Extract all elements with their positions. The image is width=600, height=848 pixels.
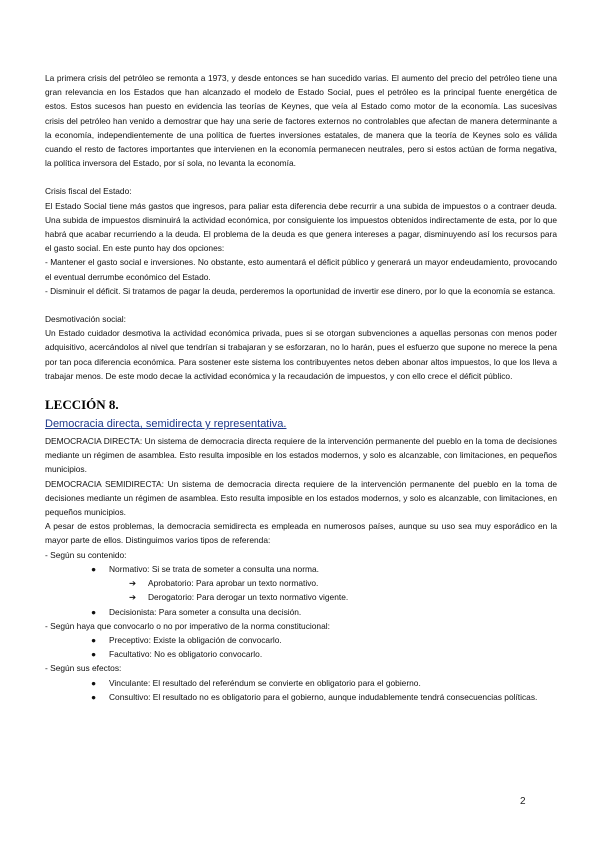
- list-item: [45, 576, 557, 590]
- by-effects-heading: - Según sus efectos:: [45, 663, 122, 674]
- list-item: [45, 647, 557, 661]
- bullet-icon: ●: [91, 563, 97, 574]
- social-demotivation-heading: Desmotivación social:: [45, 314, 126, 325]
- list-item: [45, 676, 557, 690]
- normativo-item: Normativo: Si se trata de someter a consulta una norma.: [109, 563, 319, 574]
- list-item: [45, 633, 557, 647]
- decisionista-item: Decisionista: Para someter a consulta una decisión.: [109, 606, 302, 617]
- fiscal-crisis-heading: Crisis fiscal del Estado:: [45, 186, 132, 197]
- lesson-label: LECCIÓN 8.: [45, 397, 119, 413]
- by-mandate-heading: - Según haya que convocarlo o no por imperativo de la norma constitucional:: [45, 620, 330, 631]
- page-content: [45, 71, 557, 704]
- fiscal-crisis-paragraph: El Estado Social tiene más gastos que ingresos, para paliar esta diferencia debe recurrir a una subida de impuestos o a contraer deuda. Una subida de impuestos disminuirá la actividad económica, por consiguiente los impuestos obtenidos indirectamente de esta, por lo que habrá que acabar recurriendo a la deuda. El problema de la deuda es que genera intereses a pagar, disminuyendo así los recursos para el gasto social. En este punto hay dos opciones:: [45, 200, 557, 254]
- fiscal-option-2: - Disminuir el déficit. Si tratamos de pagar la deuda, perderemos la oportunidad de invertir ese dinero, por lo que la economía se estanca.: [45, 285, 556, 296]
- list-item: [45, 690, 557, 704]
- referenda-intro-paragraph: A pesar de estos problemas, la democracia semidirecta es empleada en numerosos países, aunque su uso sea muy esporádico en la mayor parte de ellos. Distinguimos varios tipos de referenda:: [45, 521, 557, 546]
- intro-paragraph: La primera crisis del petróleo se remonta a 1973, y desde entonces se han sucedido varias. El aumento del precio del petróleo tiene una gran relevancia en los Estados que han alcanzado el modelo de Estado Social, pues el petróleo es la principal fuente energética de estos. Estos sucesos han puesto en evidencia las teorías de Keynes, que veía al Estado como motor de la economía. Las sucesivas crisis del petróleo han venido a demostrar que hay una serie de factores externos no controlables que afectan de manera determinante a la economía, independientemente de una política de fuertes inversiones estatales, de manera que la teoría de Keynes solo es válida cuando el resto de factores importantes que intervienen en la economía permanecen neutrales, pero si estos actúan de forma negativa, la política inversora del Estado, por sí sola, no levanta la economía.: [45, 73, 557, 169]
- bullet-icon: ●: [91, 606, 97, 617]
- arrow-icon: ➔: [129, 578, 137, 589]
- semidirect-democracy-paragraph: DEMOCRACIA SEMIDIRECTA: Un sistema de democracia directa requiere de la intervención permanente del pueblo en la toma de decisiones mediante un régimen de asamblea. Esto resulta imposible en los estados modernos, y solo es alcanzable, con limitaciones, en pequeños municipios.: [45, 478, 557, 518]
- facultativo-item: Facultativo: No es obligatorio convocarlo.: [109, 649, 263, 660]
- fiscal-option-1: - Mantener el gasto social e inversiones. No obstante, esto aumentará el déficit público y generará un mayor endeudamiento, provocando el eventual derrumbe económico del Estado.: [45, 257, 557, 282]
- list-item: [45, 562, 557, 576]
- lesson-title: Democracia directa, semidirecta y representativa.: [45, 418, 287, 431]
- derogatorio-item: Derogatorio: Para derogar un texto normativo vigente.: [148, 592, 349, 603]
- list-item: [45, 605, 557, 619]
- bullet-icon: ●: [91, 677, 97, 688]
- vinculante-item: Vinculante: El resultado del referéndum se convierte en obligatorio para el gobierno.: [109, 677, 421, 688]
- page-number: 2: [520, 796, 526, 807]
- direct-democracy-paragraph: DEMOCRACIA DIRECTA: Un sistema de democracia directa requiere de la intervención permanente del pueblo en la toma de decisiones mediante un régimen de asamblea. Esto resulta imposible en los estados modernos, y solo es alcanzable, con limitaciones, en pequeños municipios.: [45, 436, 557, 475]
- aprobatorio-item: Aprobatorio: Para aprobar un texto normativo.: [148, 578, 319, 589]
- list-item: [45, 590, 557, 604]
- bullet-icon: ●: [91, 634, 97, 645]
- bullet-icon: ●: [91, 691, 97, 702]
- social-demotivation-paragraph: Un Estado cuidador desmotiva la actividad económica privada, pues si se otorgan subvenciones a aquellas personas con menos poder adquisitivo, acercándolos al nivel que tendrían si trabajaran y se esforzaran, no lo harán, pues el esfuerzo que supone no merece la pena por tan poca diferencia económica. Para sostener este sistema los contribuyentes netos deben abonar altos impuestos, lo que los lleva a trabajar menos. De este modo decae la actividad económica y la recaudación de impuestos, y con ello crece el déficit público.: [45, 328, 557, 381]
- preceptivo-item: Preceptivo: Existe la obligación de convocarlo.: [109, 634, 282, 645]
- consultivo-item: Consultivo: El resultado no es obligatorio para el gobierno, aunque indudablemente tendrá consecuencias políticas.: [109, 691, 538, 702]
- arrow-icon: ➔: [129, 592, 137, 603]
- by-content-heading: - Según su contenido:: [45, 549, 127, 560]
- bullet-icon: ●: [91, 649, 97, 660]
